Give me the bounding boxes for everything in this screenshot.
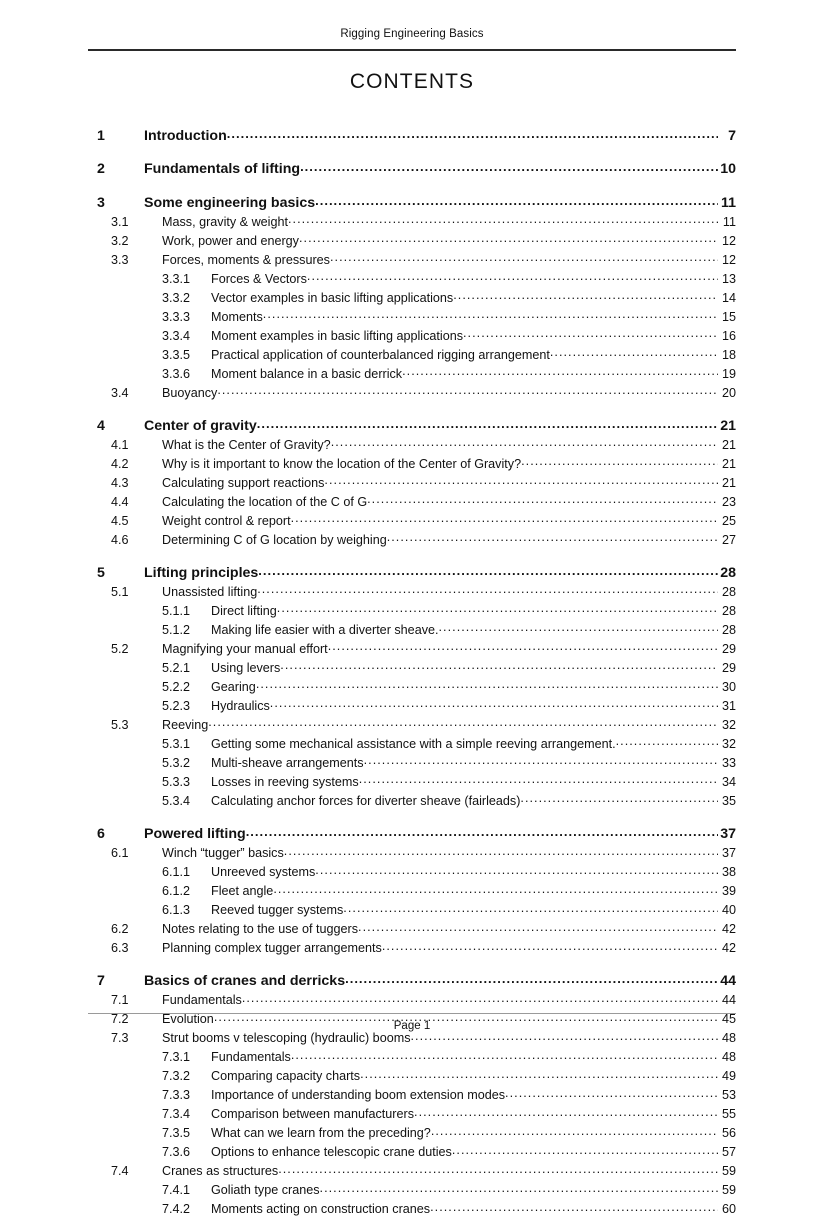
- toc-entry[interactable]: [88, 384, 736, 403]
- toc-entry[interactable]: [88, 1067, 736, 1086]
- toc-entry-number: 4: [97, 417, 105, 434]
- toc-entry-number: 3.3.3: [162, 309, 191, 324]
- header-title: Rigging Engineering Basics: [340, 28, 484, 40]
- toc-entry-page-number: 48: [721, 1050, 736, 1065]
- toc-entry-number: 5.1.1: [162, 603, 191, 618]
- toc-entry-label: Lifting principles: [144, 564, 259, 581]
- toc-leader-dots: [431, 1125, 718, 1138]
- toc-entry-page-number: 35: [721, 793, 736, 808]
- toc-entry-label: Work, power and energy: [162, 233, 299, 248]
- toc-entry-page-number: 45: [721, 1012, 736, 1027]
- toc-entry-page-number: 21: [721, 437, 736, 452]
- toc-entry-page-number: 29: [721, 660, 736, 675]
- toc-leader-dots: [358, 921, 718, 934]
- toc-entry-label: Cranes as structures: [162, 1164, 279, 1179]
- toc-entry-number: 6.1.3: [162, 903, 191, 918]
- toc-entry[interactable]: [88, 602, 736, 621]
- toc-entry-page-number: 15: [721, 309, 736, 324]
- toc-leader-dots: [520, 792, 718, 805]
- toc-entry-page-number: 38: [721, 865, 736, 880]
- toc-leader-dots: [343, 902, 718, 915]
- toc-entry-label: Goliath type cranes: [211, 1183, 320, 1198]
- toc-entry-page-number: 32: [721, 736, 736, 751]
- toc-entry-label: Forces & Vectors: [211, 271, 307, 286]
- toc-entry-label: Magnifying your manual effort: [162, 641, 328, 656]
- toc-leader-dots: [439, 621, 719, 634]
- toc-leader-dots: [278, 1163, 718, 1176]
- toc-entry-label: Forces, moments & pressures: [162, 252, 330, 267]
- toc-entry-number: 6.1.1: [162, 865, 191, 880]
- toc-entry-page-number: 11: [722, 214, 736, 229]
- toc-leader-dots: [452, 1144, 718, 1157]
- toc-entry-label: Fleet angle: [211, 884, 274, 899]
- toc-entry-label: Unassisted lifting: [162, 584, 258, 599]
- toc-leader-dots: [208, 716, 718, 729]
- toc-entry[interactable]: [88, 735, 736, 754]
- toc-entry-label: Introduction: [144, 128, 227, 145]
- toc-entry-label: Fundamentals: [162, 993, 242, 1008]
- toc-leader-dots: [320, 1182, 718, 1195]
- toc-entry-number: 3.3.2: [162, 290, 191, 305]
- toc-entry[interactable]: [88, 991, 736, 1010]
- toc-entry[interactable]: [88, 308, 736, 327]
- toc-entry[interactable]: [88, 289, 736, 308]
- toc-entry-label: Basics of cranes and derricks: [144, 973, 346, 990]
- toc-leader-dots: [246, 824, 718, 838]
- toc-entry-label: Moments: [211, 309, 263, 324]
- toc-entry-label: Moment examples in basic lifting applications: [211, 328, 463, 343]
- toc-leader-dots: [402, 365, 718, 378]
- toc-entry-label: Comparing capacity charts: [211, 1069, 361, 1084]
- toc-entry[interactable]: [88, 659, 736, 678]
- toc-leader-dots: [270, 697, 718, 710]
- toc-entry[interactable]: [88, 474, 736, 493]
- toc-entry-page-number: 28: [721, 603, 736, 618]
- toc-leader-dots: [258, 563, 718, 577]
- toc-entry-number: 4.5: [111, 513, 129, 528]
- toc-entry-number: 7.3.1: [162, 1050, 191, 1065]
- toc-entry-page-number: 25: [721, 513, 736, 528]
- toc-leader-dots: [382, 940, 718, 953]
- toc-entry-page-number: 12: [721, 252, 736, 267]
- toc-entry-page-number: 53: [721, 1088, 736, 1103]
- toc-entry-page-number: 31: [721, 698, 736, 713]
- toc-entry-label: Using levers: [211, 660, 281, 675]
- toc-entry[interactable]: [88, 251, 736, 270]
- toc-entry-label: Getting some mechanical assistance with a simple reeving arrangement.: [211, 736, 616, 751]
- toc-entry-page-number: 37: [721, 846, 736, 861]
- toc-entry[interactable]: [88, 346, 736, 365]
- toc-leader-dots: [315, 192, 718, 206]
- toc-entry[interactable]: [88, 270, 736, 289]
- toc-entry-number: 3.4: [111, 385, 129, 400]
- toc-entry-page-number: 42: [721, 922, 736, 937]
- toc-entry-label: Losses in reeving systems: [211, 774, 359, 789]
- toc-entry-number: 4.3: [111, 475, 129, 490]
- toc-entry[interactable]: [88, 1181, 736, 1200]
- toc-leader-dots: [315, 864, 718, 877]
- toc-entry-page-number: 28: [721, 584, 736, 599]
- toc-entry[interactable]: [88, 583, 736, 602]
- toc-entry-label: Options to enhance telescopic crane duties: [211, 1145, 452, 1160]
- toc-entry[interactable]: [88, 901, 736, 920]
- toc-leader-dots: [242, 992, 718, 1005]
- toc-entry-number: 5.1.2: [162, 622, 191, 637]
- toc-leader-dots: [453, 289, 718, 302]
- toc-entry-label: Hydraulics: [211, 698, 270, 713]
- toc-entry-number: 3: [97, 194, 105, 211]
- toc-entry-label: Multi-sheave arrangements: [211, 755, 364, 770]
- toc-leader-dots: [505, 1087, 718, 1100]
- toc-entry[interactable]: [88, 531, 736, 550]
- toc-leader-dots: [330, 251, 718, 264]
- toc-entry-page-number: 10: [720, 161, 736, 178]
- toc-entry-label: Evolution: [162, 1012, 214, 1027]
- toc-entry[interactable]: [88, 436, 736, 455]
- toc-entry[interactable]: [88, 971, 736, 991]
- toc-entry-page-number: 12: [721, 233, 736, 248]
- toc-entry-page-number: 33: [721, 755, 736, 770]
- toc-entry-page-number: 27: [721, 532, 736, 547]
- toc-leader-dots: [364, 754, 718, 767]
- toc-entry-label: Gearing: [211, 679, 256, 694]
- toc-entry-number: 6.2: [111, 922, 129, 937]
- toc-entry-page-number: 21: [720, 417, 736, 434]
- toc-leader-dots: [324, 474, 718, 487]
- toc-entry[interactable]: [88, 640, 736, 659]
- toc-leader-dots: [463, 327, 718, 340]
- toc-leader-dots: [550, 346, 718, 359]
- toc-entry-label: Some engineering basics: [144, 194, 316, 211]
- toc-entry[interactable]: [88, 824, 736, 844]
- toc-entry-number: 7.2: [111, 1012, 129, 1027]
- toc-entry-page-number: 39: [721, 884, 736, 899]
- toc-entry-label: Reeved tugger systems: [211, 903, 344, 918]
- table-of-contents: [88, 126, 736, 1219]
- toc-entry-page-number: 32: [721, 717, 736, 732]
- toc-entry-number: 4.4: [111, 494, 129, 509]
- toc-entry-label: Calculating the location of the C of G: [162, 494, 368, 509]
- toc-leader-dots: [227, 126, 718, 140]
- toc-entry-label: Fundamentals: [211, 1050, 291, 1065]
- toc-entry-label: Mass, gravity & weight: [162, 214, 288, 229]
- toc-entry[interactable]: [88, 792, 736, 811]
- toc-leader-dots: [257, 416, 718, 430]
- toc-entry[interactable]: [88, 1200, 736, 1219]
- toc-entry-label: Notes relating to the use of tuggers: [162, 922, 359, 937]
- toc-entry-page-number: 37: [720, 826, 736, 843]
- toc-leader-dots: [387, 531, 718, 544]
- toc-entry-page-number: 59: [721, 1183, 736, 1198]
- toc-entry-number: 3.3.6: [162, 366, 191, 381]
- toc-entry-number: 5.2.2: [162, 679, 191, 694]
- toc-entry-label: Moments acting on construction cranes: [211, 1202, 431, 1217]
- toc-entry-number: 3.3.5: [162, 347, 191, 362]
- toc-entry-page-number: 28: [720, 564, 736, 581]
- toc-entry-page-number: 59: [721, 1164, 736, 1179]
- toc-entry-page-number: 30: [721, 679, 736, 694]
- toc-entry-number: 3.3: [111, 252, 129, 267]
- toc-entry-label: Comparison between manufacturers: [211, 1107, 415, 1122]
- toc-entry[interactable]: [88, 754, 736, 773]
- toc-leader-dots: [284, 845, 718, 858]
- toc-leader-dots: [300, 159, 718, 173]
- toc-entry[interactable]: [88, 882, 736, 901]
- toc-entry[interactable]: [88, 416, 736, 436]
- toc-entry[interactable]: [88, 232, 736, 251]
- toc-entry[interactable]: [88, 1162, 736, 1181]
- toc-leader-dots: [307, 270, 718, 283]
- toc-leader-dots: [430, 1201, 718, 1214]
- toc-entry-page-number: 29: [721, 641, 736, 656]
- toc-entry-page-number: 11: [721, 194, 736, 211]
- toc-entry[interactable]: [88, 159, 736, 179]
- toc-entry-label: Practical application of counterbalanced rigging arrangement: [211, 347, 550, 362]
- header-divider: [88, 49, 736, 51]
- toc-entry-label: Reeving: [162, 717, 209, 732]
- toc-entry[interactable]: [88, 863, 736, 882]
- running-header: [88, 26, 736, 42]
- toc-leader-dots: [367, 493, 718, 506]
- toc-entry-number: 6.1.2: [162, 884, 191, 899]
- toc-entry[interactable]: [88, 939, 736, 958]
- toc-entry-number: 3.1: [111, 214, 129, 229]
- toc-entry-label: Fundamentals of lifting: [144, 161, 301, 178]
- toc-entry[interactable]: [88, 126, 736, 146]
- toc-entry-page-number: 14: [721, 290, 736, 305]
- toc-entry-number: 5.3.2: [162, 755, 191, 770]
- toc-entry-page-number: 23: [721, 494, 736, 509]
- toc-leader-dots: [288, 213, 718, 226]
- toc-entry-number: 4.1: [111, 437, 129, 452]
- toc-entry-number: 7.4.2: [162, 1202, 191, 1217]
- footer-divider: [88, 1013, 736, 1014]
- toc-entry[interactable]: [88, 455, 736, 474]
- toc-leader-dots: [299, 232, 718, 245]
- toc-entry-page-number: 48: [721, 1031, 736, 1046]
- footer-page-label: Page 1: [393, 1020, 431, 1032]
- toc-leader-dots: [345, 971, 718, 985]
- toc-entry-number: 5.2.3: [162, 698, 191, 713]
- toc-leader-dots: [331, 436, 718, 449]
- toc-entry-page-number: 21: [721, 475, 736, 490]
- toc-entry-label: What can we learn from the preceding?: [211, 1126, 431, 1141]
- toc-entry-page-number: 16: [721, 328, 736, 343]
- toc-entry-number: 1: [97, 128, 105, 145]
- toc-entry[interactable]: [88, 920, 736, 939]
- toc-leader-dots: [360, 1068, 718, 1081]
- toc-entry[interactable]: [88, 621, 736, 640]
- toc-leader-dots: [328, 640, 718, 653]
- running-footer: [88, 1018, 736, 1034]
- toc-entry-page-number: 44: [721, 993, 736, 1008]
- toc-entry-label: Moment balance in a basic derrick: [211, 366, 403, 381]
- toc-entry-number: 7.3.5: [162, 1126, 191, 1141]
- toc-entry-number: 3.3.4: [162, 328, 191, 343]
- toc-entry-page-number: 28: [721, 622, 736, 637]
- toc-entry[interactable]: [88, 1086, 736, 1105]
- toc-entry[interactable]: [88, 1048, 736, 1067]
- toc-entry-page-number: 44: [720, 973, 736, 990]
- toc-entry[interactable]: [88, 1143, 736, 1162]
- toc-entry-number: 3.2: [111, 233, 129, 248]
- toc-leader-dots: [359, 773, 718, 786]
- toc-entry-label: Calculating anchor forces for diverter sheave (fairleads): [211, 793, 521, 808]
- toc-entry-number: 5.2.1: [162, 660, 191, 675]
- toc-entry-page-number: 20: [721, 385, 736, 400]
- toc-entry-label: Weight control & report: [162, 513, 291, 528]
- toc-entry-label: Powered lifting: [144, 826, 246, 843]
- toc-entry[interactable]: [88, 327, 736, 346]
- toc-leader-dots: [280, 659, 718, 672]
- toc-entry-label: Strut booms v telescoping (hydraulic) booms: [162, 1031, 411, 1046]
- toc-entry-label: Winch “tugger” basics: [162, 846, 284, 861]
- toc-entry-label: Why is it important to know the location of the Center of Gravity?: [162, 456, 522, 471]
- toc-entry-number: 4.6: [111, 532, 129, 547]
- toc-entry[interactable]: [88, 773, 736, 792]
- toc-entry[interactable]: [88, 563, 736, 583]
- toc-entry-label: Buoyancy: [162, 385, 218, 400]
- toc-entry-number: 7.1: [111, 993, 129, 1008]
- toc-entry-page-number: 34: [721, 774, 736, 789]
- toc-entry-number: 5.3: [111, 717, 129, 732]
- toc-entry-label: What is the Center of Gravity?: [162, 437, 331, 452]
- toc-entry-label: Center of gravity: [144, 417, 257, 434]
- toc-entry-number: 5.3.3: [162, 774, 191, 789]
- toc-entry-number: 3.3.1: [162, 271, 191, 286]
- toc-entry-number: 2: [97, 161, 105, 178]
- page-title: CONTENTS: [349, 70, 475, 93]
- toc-leader-dots: [521, 455, 718, 468]
- toc-entry-page-number: 55: [721, 1107, 736, 1122]
- toc-leader-dots: [616, 735, 718, 748]
- toc-entry-page-number: 18: [721, 347, 736, 362]
- toc-leader-dots: [273, 883, 718, 896]
- toc-entry-label: Vector examples in basic lifting applications: [211, 290, 454, 305]
- toc-entry-page-number: 40: [721, 903, 736, 918]
- toc-entry-page-number: 49: [721, 1069, 736, 1084]
- toc-leader-dots: [257, 583, 718, 596]
- toc-entry-page-number: 57: [721, 1145, 736, 1160]
- toc-entry-label: Determining C of G location by weighing: [162, 532, 387, 547]
- toc-entry-label: Importance of understanding boom extension modes: [211, 1088, 506, 1103]
- toc-entry[interactable]: [88, 493, 736, 512]
- toc-entry-number: 5.1: [111, 584, 129, 599]
- toc-entry-page-number: 7: [728, 128, 736, 145]
- toc-entry-number: 5.2: [111, 641, 129, 656]
- toc-leader-dots: [256, 678, 718, 691]
- toc-entry-number: 6.1: [111, 846, 129, 861]
- toc-entry-page-number: 42: [721, 941, 736, 956]
- toc-entry-number: 5.3.4: [162, 793, 191, 808]
- toc-entry-number: 7.3.3: [162, 1088, 191, 1103]
- toc-entry-label: Making life easier with a diverter sheave.: [211, 622, 439, 637]
- toc-entry-label: Direct lifting: [211, 603, 277, 618]
- toc-entry-number: 7.3.4: [162, 1107, 191, 1122]
- toc-entry[interactable]: [88, 365, 736, 384]
- toc-leader-dots: [263, 308, 718, 321]
- toc-entry-page-number: 19: [721, 366, 736, 381]
- toc-entry[interactable]: [88, 678, 736, 697]
- toc-entry-number: 6.3: [111, 941, 129, 956]
- toc-entry-label: Planning complex tugger arrangements: [162, 941, 382, 956]
- toc-leader-dots: [414, 1106, 718, 1119]
- toc-entry-number: 7.3.2: [162, 1069, 191, 1084]
- toc-entry-page-number: 60: [721, 1202, 736, 1217]
- toc-leader-dots: [291, 512, 718, 525]
- toc-entry-number: 5: [97, 564, 105, 581]
- toc-entry[interactable]: [88, 192, 736, 212]
- toc-entry-number: 7.3.6: [162, 1145, 191, 1160]
- toc-leader-dots: [291, 1049, 718, 1062]
- toc-leader-dots: [277, 602, 718, 615]
- toc-entry[interactable]: [88, 512, 736, 531]
- toc-entry[interactable]: [88, 697, 736, 716]
- toc-entry-number: 4.2: [111, 456, 129, 471]
- toc-entry-page-number: 13: [721, 271, 736, 286]
- toc-entry-page-number: 21: [721, 456, 736, 471]
- toc-entry-number: 7.4.1: [162, 1183, 191, 1198]
- toc-leader-dots: [217, 384, 718, 397]
- toc-entry-label: Calculating support reactions: [162, 475, 325, 490]
- toc-entry-number: 5.3.1: [162, 736, 191, 751]
- toc-entry-number: 7.3: [111, 1031, 129, 1046]
- toc-entry-label: Unreeved systems: [211, 865, 316, 880]
- toc-entry[interactable]: [88, 844, 736, 863]
- toc-entry-number: 7.4: [111, 1164, 129, 1179]
- toc-entry-number: 7: [97, 973, 105, 990]
- toc-entry[interactable]: [88, 1105, 736, 1124]
- toc-entry[interactable]: [88, 716, 736, 735]
- toc-entry-page-number: 56: [721, 1126, 736, 1141]
- toc-entry[interactable]: [88, 1124, 736, 1143]
- toc-entry[interactable]: [88, 213, 736, 232]
- toc-entry-number: 6: [97, 826, 105, 843]
